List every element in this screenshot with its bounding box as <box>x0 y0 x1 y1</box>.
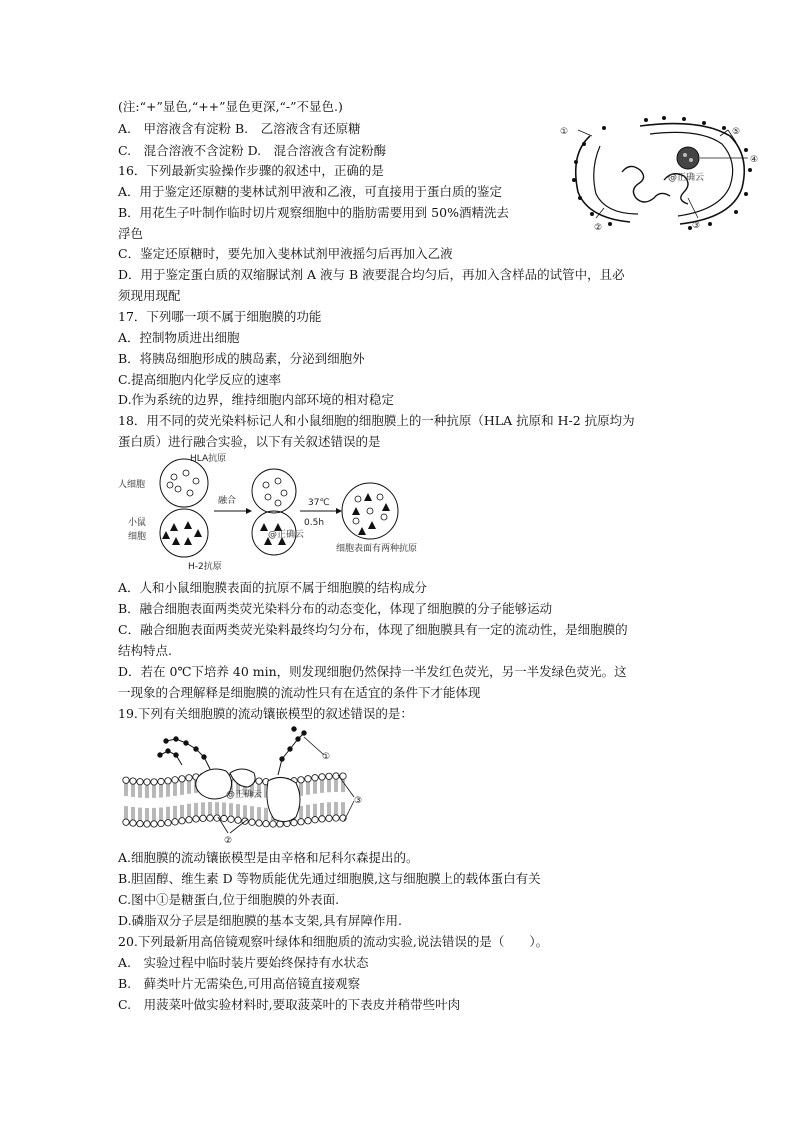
option-line: C．融合细胞表面两类荧光染料最终均匀分布，体现了细胞膜具有一定的流动性，是细胞膜的 <box>118 622 628 637</box>
phospholipid-head <box>249 819 255 825</box>
phospholipid-head <box>256 820 262 826</box>
phospholipid-head <box>319 816 325 822</box>
option-line: C.图中①是糖蛋白,位于细胞膜的外表面. <box>118 892 340 907</box>
option-line: D．用于鉴定蛋白质的双缩脲试剂 A 液与 B 液要混合均匀后，再加入含样品的试管中，且必 <box>118 267 625 282</box>
option-line: 浮色 <box>118 226 144 241</box>
note-line: (注:“+”显色,“++”显色更深,“-”不显色.) <box>118 99 343 114</box>
label-1: ① <box>322 752 331 762</box>
watermark: @正确云 <box>226 790 263 800</box>
option-line: B．融合细胞表面两类荧光染料分布的动态变化，体现了细胞膜的分子能够运动 <box>118 601 553 616</box>
option-line: C．鉴定还原糖时，要先加入斐林试剂甲液摇匀后再加入乙液 <box>118 246 453 261</box>
question-18-cont: 蛋白质）进行融合实验，以下有关叙述错误的是 <box>118 434 381 449</box>
mouse-cell-label: 细胞 <box>128 532 147 542</box>
temp-label: 37℃ <box>308 498 330 508</box>
question-18: 18．用不同的荧光染料标记人和小鼠细胞的细胞膜上的一种抗原（HLA 抗原和 H-2 抗原均为 <box>118 413 635 428</box>
option-line: B．将胰岛细胞形成的胰岛素，分泌到细胞外 <box>118 351 365 366</box>
hla-label: HLA抗原 <box>190 454 227 464</box>
phospholipid-head <box>123 819 129 825</box>
question-16: 16．下列最新实验操作步骤的叙述中，正确的是 <box>118 163 384 178</box>
phospholipid-head <box>172 819 178 825</box>
h2-label: H-2抗原 <box>188 562 222 572</box>
phospholipid-head <box>144 821 150 827</box>
option-line: C. 用菠菜叶做实验材料时,要取菠菜叶的下表皮并稍带些叶肉 <box>118 997 461 1012</box>
nucleolus <box>677 147 699 169</box>
time-label: 0.5h <box>304 518 325 528</box>
phospholipid-head <box>130 778 136 784</box>
membrane-protein <box>230 769 255 787</box>
phospholipid-head <box>158 820 164 826</box>
phospholipid-head <box>305 818 311 824</box>
option-line: B．用花生子叶制作临时切片观察细胞中的脂肪需要用到 50%酒精洗去 <box>118 205 509 220</box>
watermark: @正确云 <box>668 173 705 183</box>
label-5: ⑤ <box>732 127 741 137</box>
option-line: D.作为系统的边界，维持细胞内部环境的相对稳定 <box>118 392 395 407</box>
option-line: 一现象的合理解释是细胞膜的流动性只有在适宜的条件下才能体现 <box>118 685 481 700</box>
phospholipid-head <box>319 774 325 780</box>
label-2: ② <box>224 836 233 846</box>
fusion-label: 融合 <box>218 496 237 506</box>
option-line: 结构特点. <box>118 643 172 658</box>
result-label: 细胞表面有两种抗原 <box>336 544 418 554</box>
phospholipid-head <box>137 778 143 784</box>
membrane-model-figure <box>118 725 368 847</box>
question-19: 19.下列有关细胞膜的流动镶嵌模型的叙述错误的是： <box>118 706 413 721</box>
glycoprotein-chains <box>158 727 306 775</box>
phospholipid-head <box>263 820 269 826</box>
option-line: B.胆固醇、维生素 D 等物质能优先通过细胞膜,这与细胞膜上的载体蛋白有关 <box>118 871 541 886</box>
option-line: C. 混合溶液不含淀粉 D. 混合溶液含有淀粉酶 <box>118 143 387 158</box>
phospholipid-head <box>151 779 157 785</box>
phospholipid-head <box>172 777 178 783</box>
option-line: B. 藓类叶片无需染色,可用高倍镜直接观察 <box>118 976 361 991</box>
phospholipid-head <box>186 775 192 781</box>
phospholipid-head <box>186 817 192 823</box>
phospholipid-head <box>137 820 143 826</box>
phospholipid-head <box>312 817 318 823</box>
phospholipid-head <box>333 815 339 821</box>
option-line: A．人和小鼠细胞膜表面的抗原不属于细胞膜的结构成分 <box>118 580 428 595</box>
phospholipid-head <box>305 776 311 782</box>
phospholipid-head <box>179 776 185 782</box>
label-3: ③ <box>354 796 363 806</box>
cell-fusion-figure <box>118 453 418 573</box>
phospholipid-head <box>193 816 199 822</box>
phospholipid-head <box>158 778 164 784</box>
phospholipid-head <box>235 817 241 823</box>
option-line: D．若在 0℃下培养 40 min，则发现细胞仍然保持一半发红色荧光，另一半发绿色荧光。这 <box>118 664 627 679</box>
chromatin <box>622 166 670 202</box>
cell-structure-figure <box>560 114 760 232</box>
option-line: A．用于鉴定还原糖的斐林试剂甲液和乙液，可直接用于蛋白质的鉴定 <box>118 184 503 199</box>
phospholipid-head <box>123 777 129 783</box>
option-line: A. 实验过程中临时装片要始终保持有水状态 <box>118 955 369 970</box>
membrane-protein <box>267 777 300 821</box>
phospholipid-head <box>151 821 157 827</box>
phospholipid-head <box>298 819 304 825</box>
option-line: 须现用现配 <box>118 288 181 303</box>
option-line: A．控制物质进出细胞 <box>118 330 240 345</box>
phospholipid-head <box>130 820 136 826</box>
phospholipid-head <box>326 773 332 779</box>
option-line: A.细胞膜的流动镶嵌模型是由辛格和尼科尔森提出的。 <box>118 850 419 865</box>
phospholipid-head <box>214 815 220 821</box>
phospholipid-head <box>326 815 332 821</box>
phospholipid-head <box>270 821 276 827</box>
label-1: ① <box>560 127 569 137</box>
phospholipid-head <box>144 779 150 785</box>
phospholipid-head <box>207 815 213 821</box>
phospholipid-head <box>333 773 339 779</box>
option-line: D.磷脂双分子层是细胞膜的基本支架,具有屏障作用. <box>118 913 402 928</box>
inner-membrane <box>594 146 638 214</box>
option-line: C.提高细胞内化学反应的速率 <box>118 372 282 387</box>
option-line: A. 甲溶液含有淀粉 B. 乙溶液含有还原糖 <box>118 121 361 136</box>
phospholipid-head <box>228 816 234 822</box>
phospholipid-head <box>298 777 304 783</box>
phospholipid-head <box>165 778 171 784</box>
phospholipid-head <box>256 778 262 784</box>
phospholipid-head <box>221 815 227 821</box>
human-cell <box>160 459 208 507</box>
watermark: @正确云 <box>268 530 305 540</box>
fused-cell-top <box>252 469 296 513</box>
question-20: 20.下列最新用高倍镜观察叶绿体和细胞质的流动实验,说法错误的是（ ）。 <box>118 934 549 949</box>
mouse-cell <box>160 509 208 557</box>
human-cell-label: 人细胞 <box>118 480 146 490</box>
label-2: ② <box>594 223 603 232</box>
question-17: 17．下列哪一项不属于细胞膜的功能 <box>118 309 322 324</box>
phospholipid-head <box>165 820 171 826</box>
phospholipid-head <box>179 818 185 824</box>
mouse-cell-label: 小鼠 <box>128 518 147 528</box>
label-4: ④ <box>750 155 759 165</box>
phospholipid-head <box>312 775 318 781</box>
phospholipid-head <box>291 820 297 826</box>
label-3: ③ <box>692 221 701 231</box>
phospholipid-head <box>200 815 206 821</box>
